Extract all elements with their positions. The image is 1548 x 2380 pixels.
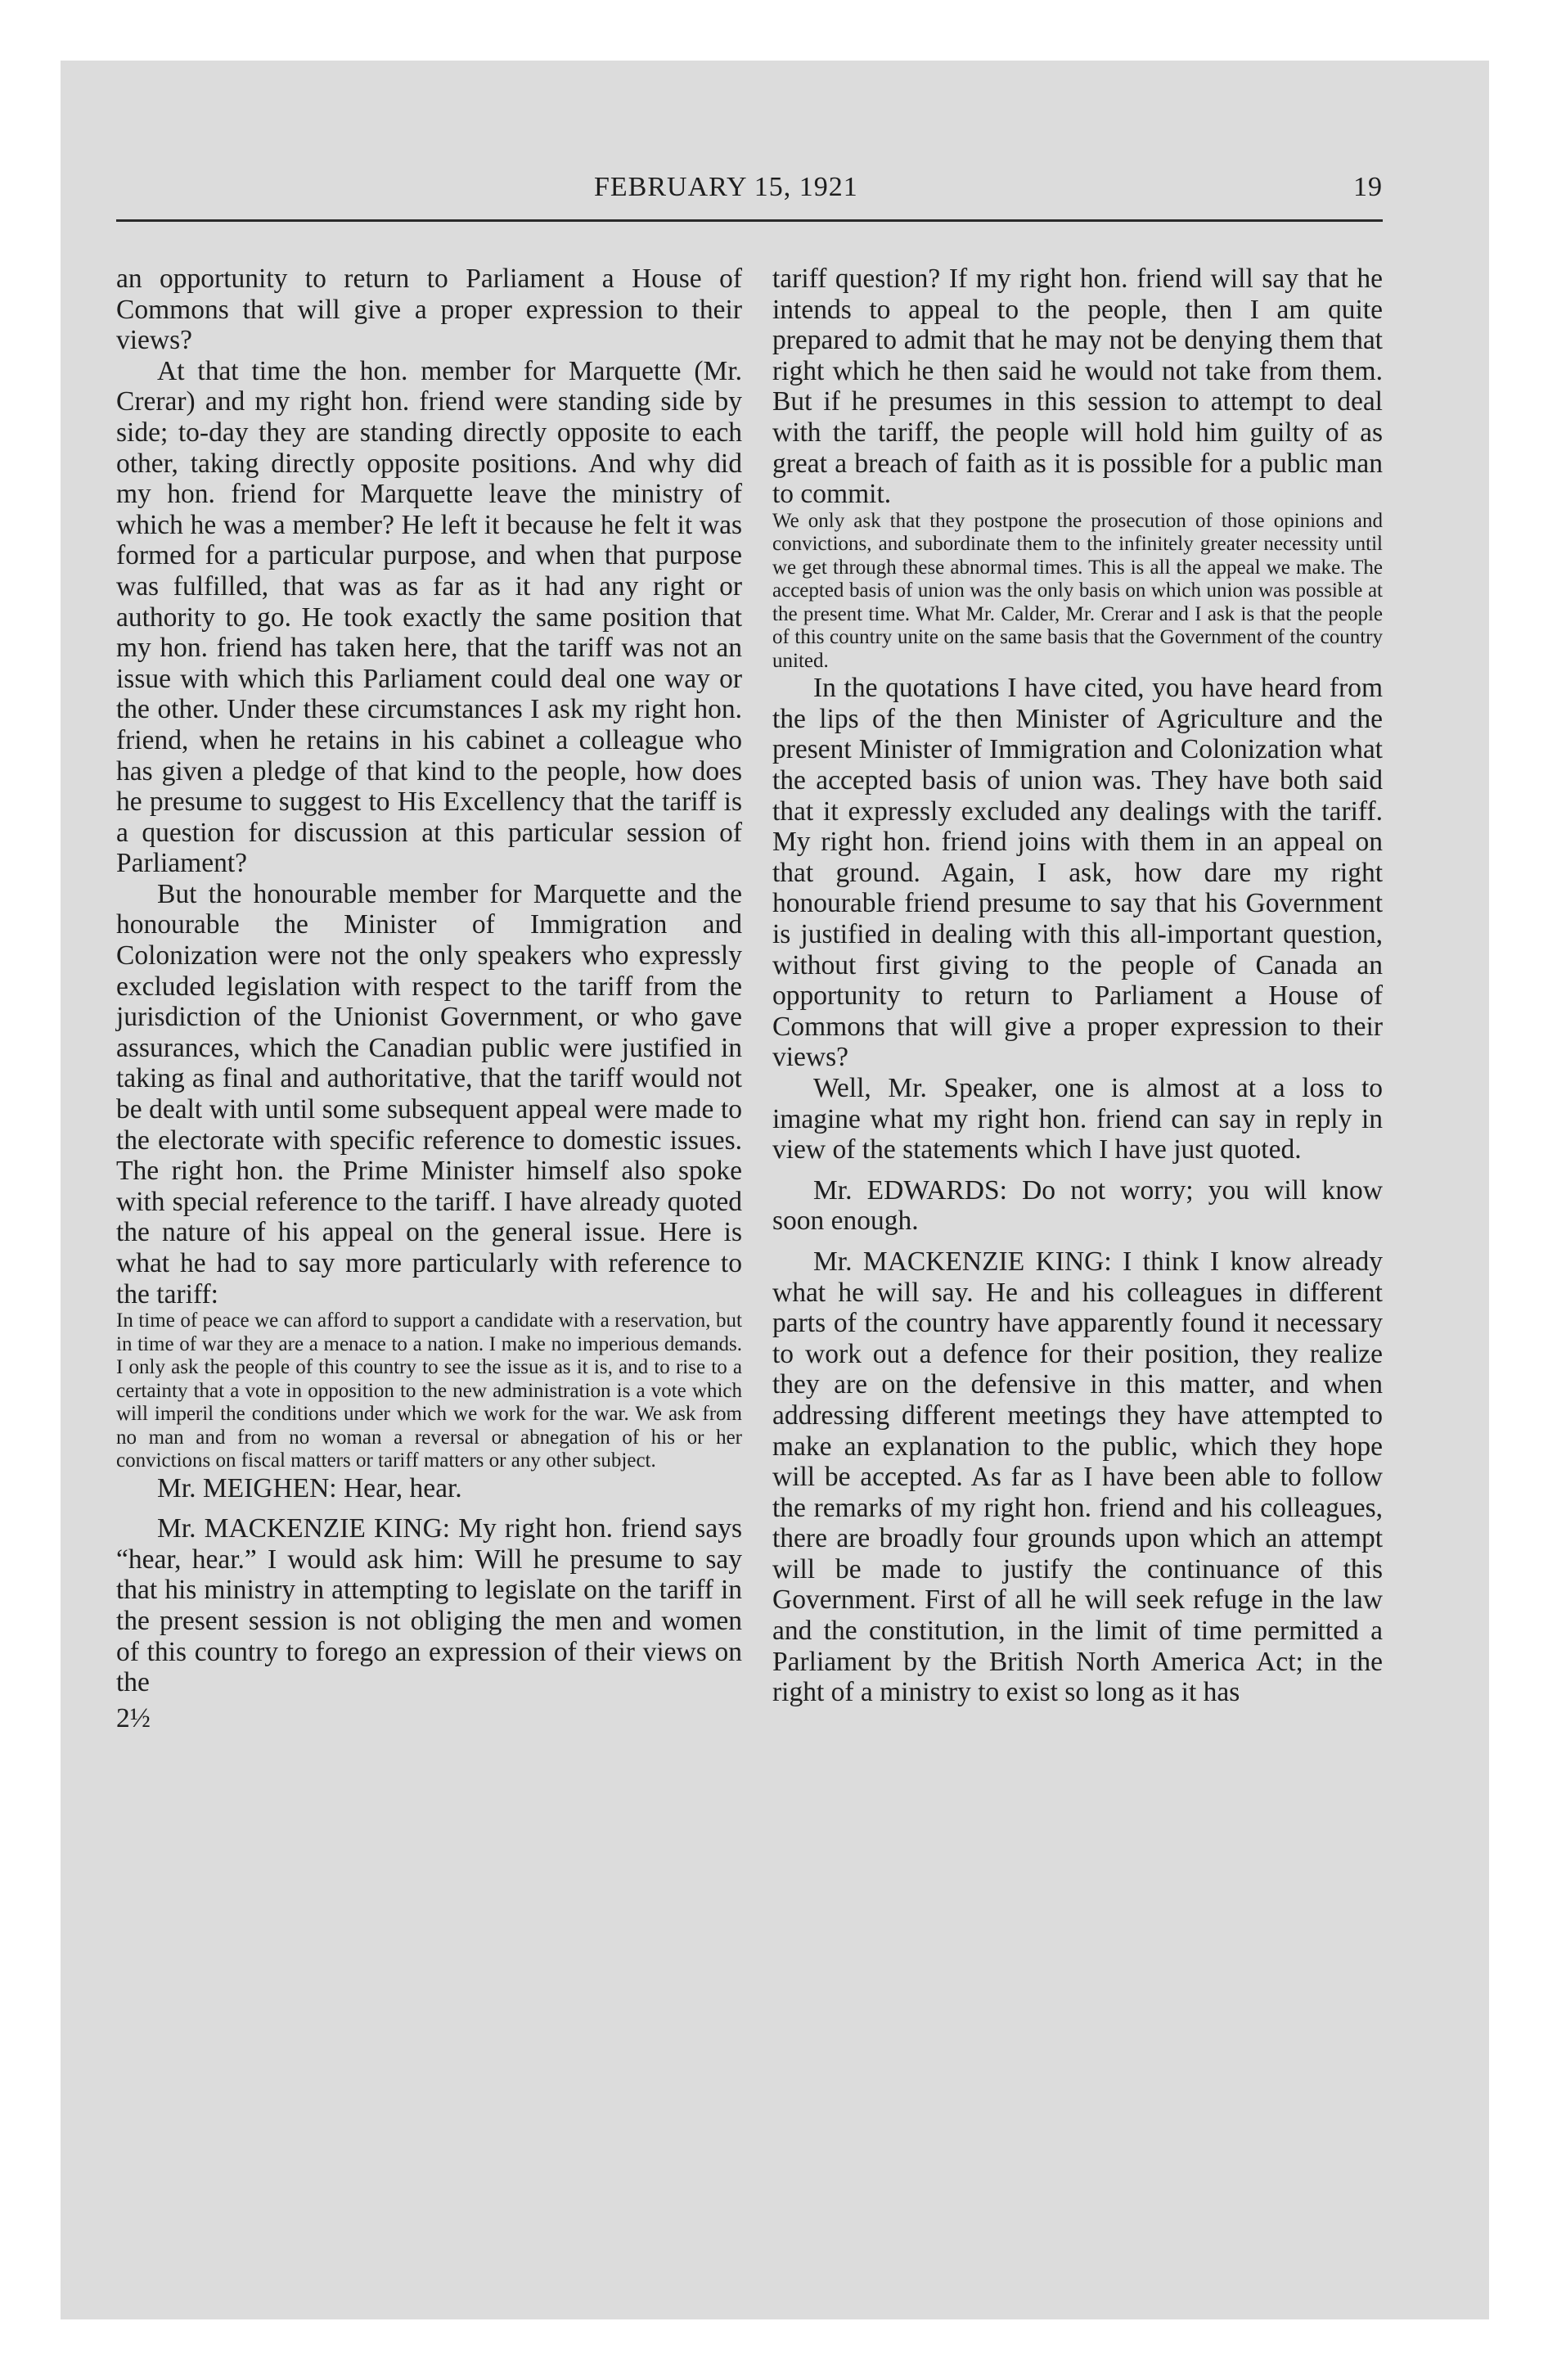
speaker-line: Mr. EDWARDS: Do not worry; you will know soon enough. [772, 1174, 1383, 1237]
signature-mark: 2½ [116, 1702, 151, 1733]
paragraph: In the quotations I have cited, you have heard from the lips of the then Minister of Agriculture and the present Minister of Immigration and Colonization what the accepted basis of union was. They have both said that it expressly excluded any dealings with the tariff. My right hon. friend joins with them in an appeal on that ground. Again, I ask, how dare my right honourable friend presume to say that his Government is justified in dealing with this all-important question, without first giving to the people of Canada an opportunity to return to Parliament a House of Commons that will give a proper expression to their views? [772, 673, 1383, 1073]
block-quote: We only ask that they postpone the prosecution of those opinions and convictions, and subordinate them to the infinitely greater necessity until we get through these abnormal times. This is all the appeal we make. The accepted basis of union was the only basis on which union was possible at the present time. What Mr. Calder, Mr. Crerar and I ask is that the people of this country unite on the same basis that the Government of the country united. [772, 509, 1383, 672]
header-rule [116, 219, 1383, 222]
speaker-line: Mr. MEIGHEN: Hear, hear. [157, 1472, 462, 1503]
paragraph: tariff question? If my right hon. friend will say that he intends to appeal to the people, then I am quite prepared to admit that he may not be denying them that right which he then said he would not take from them. But if he presumes in this session to attempt to deal with the tariff, the people will hold him guilty of as great a breach of faith as it is possible for a public man to commit. [772, 264, 1383, 510]
paragraph: At that time the hon. member for Marquette (Mr. Crerar) and my right hon. friend were standing side by side; to-day they are standing directly opposite to each other, taking directly opposite positions. And why did my hon. friend for Marquette leave the ministry of which he was a member? He left it because he felt it was formed for a particular purpose, and when that purpose was fulfilled, that was as far as it had any right or authority to go. He took exactly the same position that my hon. friend has taken here, that the tariff was not an issue with which this Parliament could deal one way or the other. Under these circumstances I ask my right hon. friend, when he retains in his cabinet a colleague who has given a pledge of that kind to the people, how does he presume to suggest to His Excellency that the tariff is a question for discussion at this particular session of Parliament? [116, 355, 742, 879]
paragraph: Mr. MACKENZIE KING: My right hon. friend says “hear, hear.” I would ask him: Will he presume to say that his ministry in attempting to legislate on the tariff in the present session is not obliging the men and women of this country to forego an expression of their views on the [116, 1513, 742, 1698]
page-date: FEBRUARY 15, 1921 [594, 172, 858, 202]
left-column [116, 264, 742, 1733]
paragraph: an opportunity to return to Parliament a House of Commons that will give a proper expression to their views? [116, 264, 742, 356]
right-column [772, 264, 1383, 1708]
block-quote: In time of peace we can afford to support a candidate with a reservation, but in time of war they are a menace to a nation. I make no imperious demands. I only ask the people of this country to see the issue as it is, and to rise to a certainty that a vote in opposition to the new administration is a vote which will imperil the conditions under which we work for the war. We ask from no man and from no woman a reversal or abnegation of his or her convictions on fiscal matters or tariff matters or any other subject. [116, 1309, 742, 1472]
page-number: 19 [1353, 172, 1383, 202]
paragraph: Well, Mr. Speaker, one is almost at a loss to imagine what my right hon. friend can say in reply in view of the statements which I have just quoted. [772, 1072, 1383, 1165]
paragraph: But the honourable member for Marquette and the honourable the Minister of Immigration and Colonization were not the only speakers who expressly excluded legislation with respect to the tariff from the jurisdiction of the Unionist Government, or who gave assurances, which the Canadian public were justified in taking as final and authoritative, that the tariff would not be dealt with until some subsequent appeal were made to the electorate with specific reference to domestic issues. The right hon. the Prime Minister himself also spoke with special reference to the tariff. I have already quoted the nature of his appeal on the general issue. Here is what he had to say more particularly with reference to the tariff: [116, 878, 742, 1309]
paragraph: Mr. MACKENZIE KING: I think I know already what he will say. He and his colleagues in different parts of the country have apparently found it necessary to work out a defence for their position, they realize they are on the defensive in this matter, and when addressing different meetings they have attempted to make an explanation to the public, which they hope will be accepted. As far as I have been able to follow the remarks of my right hon. friend and his colleagues, there are broadly four grounds upon which an attempt will be made to justify the continuance of this Government. First of all he will seek refuge in the law and the constitution, in the limit of time permitted a Parliament by the British North America Act; in the right of a ministry to exist so long as it has [772, 1246, 1383, 1708]
page-header [116, 172, 1383, 213]
